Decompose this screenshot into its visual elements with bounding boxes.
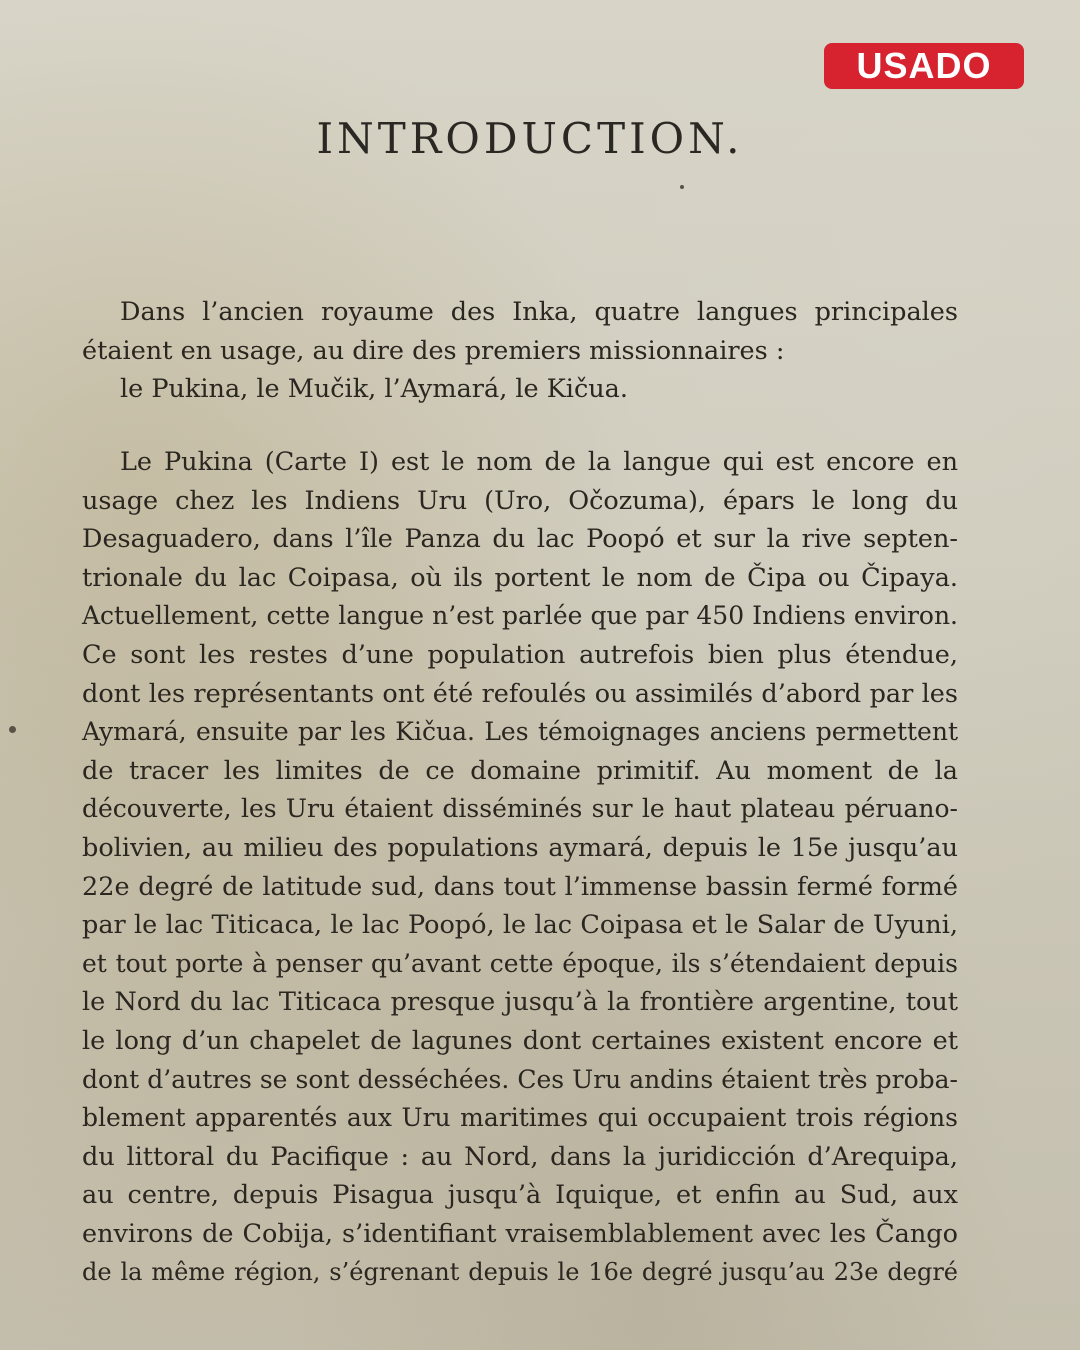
text-line: blement apparentés aux Uru maritimes qui occupaient trois régions xyxy=(82,1103,958,1133)
text-line: le Pukina, le Mučik, l’Aymará, le Kičua. xyxy=(120,374,628,405)
text-line: Le Pukina (Carte I) est le nom de la langue qui est encore en xyxy=(120,447,958,477)
ink-speck xyxy=(9,726,16,733)
text-line: dont d’autres se sont desséchées. Ces Uru andins étaient très proba- xyxy=(82,1064,958,1094)
text-line: Actuellement, cette langue n’est parlée que par 450 Indiens environ. xyxy=(82,601,958,631)
text-line: du littoral du Pacifique : au Nord, dans la juridicción d’Arequipa, xyxy=(82,1141,958,1172)
text-line: Dans l’ancien royaume des Inka, quatre langues principales xyxy=(120,297,958,327)
text-line: Ce sont les restes d’une population autrefois bien plus étendue, xyxy=(82,639,958,670)
used-condition-badge: USADO xyxy=(824,43,1024,89)
text-line: Desaguadero, dans l’île Panza du lac Poopó et sur la rive septen- xyxy=(82,524,958,555)
paragraph-2 xyxy=(82,443,958,1292)
text-line: par le lac Titicaca, le lac Poopó, le lac Coipasa et le Salar de Uyuni, xyxy=(82,910,958,941)
text-line: le long d’un chapelet de lagunes dont certaines existent encore et xyxy=(82,1025,958,1056)
text-line: usage chez les Indiens Uru (Uro, Očozuma), épars le long du xyxy=(82,485,958,516)
text-line: dont les représentants ont été refoulés ou assimilés d’abord par les xyxy=(82,678,958,709)
ink-speck xyxy=(680,185,684,189)
text-line: découverte, les Uru étaient disséminés sur le haut plateau péruano- xyxy=(82,794,958,824)
text-line: le Nord du lac Titicaca presque jusqu’à la frontière argentine, tout xyxy=(82,987,958,1018)
text-line: au centre, depuis Pisagua jusqu’à Iquique, et enfin au Sud, aux xyxy=(82,1180,958,1211)
page-title: INTRODUCTION. xyxy=(316,114,744,163)
text-line: 22e degré de latitude sud, dans tout l’immense bassin fermé formé xyxy=(82,871,958,902)
text-line: de la même région, s’égrenant depuis le 16e degré jusqu’au 23e degré xyxy=(82,1258,958,1287)
text-line: et tout porte à penser qu’avant cette époque, ils s’étendaient depuis xyxy=(82,948,958,978)
text-line: trionale du lac Coipasa, où ils portent le nom de Čipa ou Čipaya. xyxy=(82,562,958,593)
text-line: bolivien, au milieu des populations aymará, depuis le 15e jusqu’au xyxy=(82,832,958,863)
text-line: étaient en usage, au dire des premiers missionnaires : xyxy=(82,335,785,366)
text-line: Aymará, ensuite par les Kičua. Les témoignages anciens permettent xyxy=(82,717,958,747)
paragraph-1 xyxy=(82,293,958,409)
text-line: environs de Cobija, s’identifiant vraisemblablement avec les Čango xyxy=(82,1218,958,1249)
text-line: de tracer les limites de ce domaine primitif. Au moment de la xyxy=(82,755,958,786)
